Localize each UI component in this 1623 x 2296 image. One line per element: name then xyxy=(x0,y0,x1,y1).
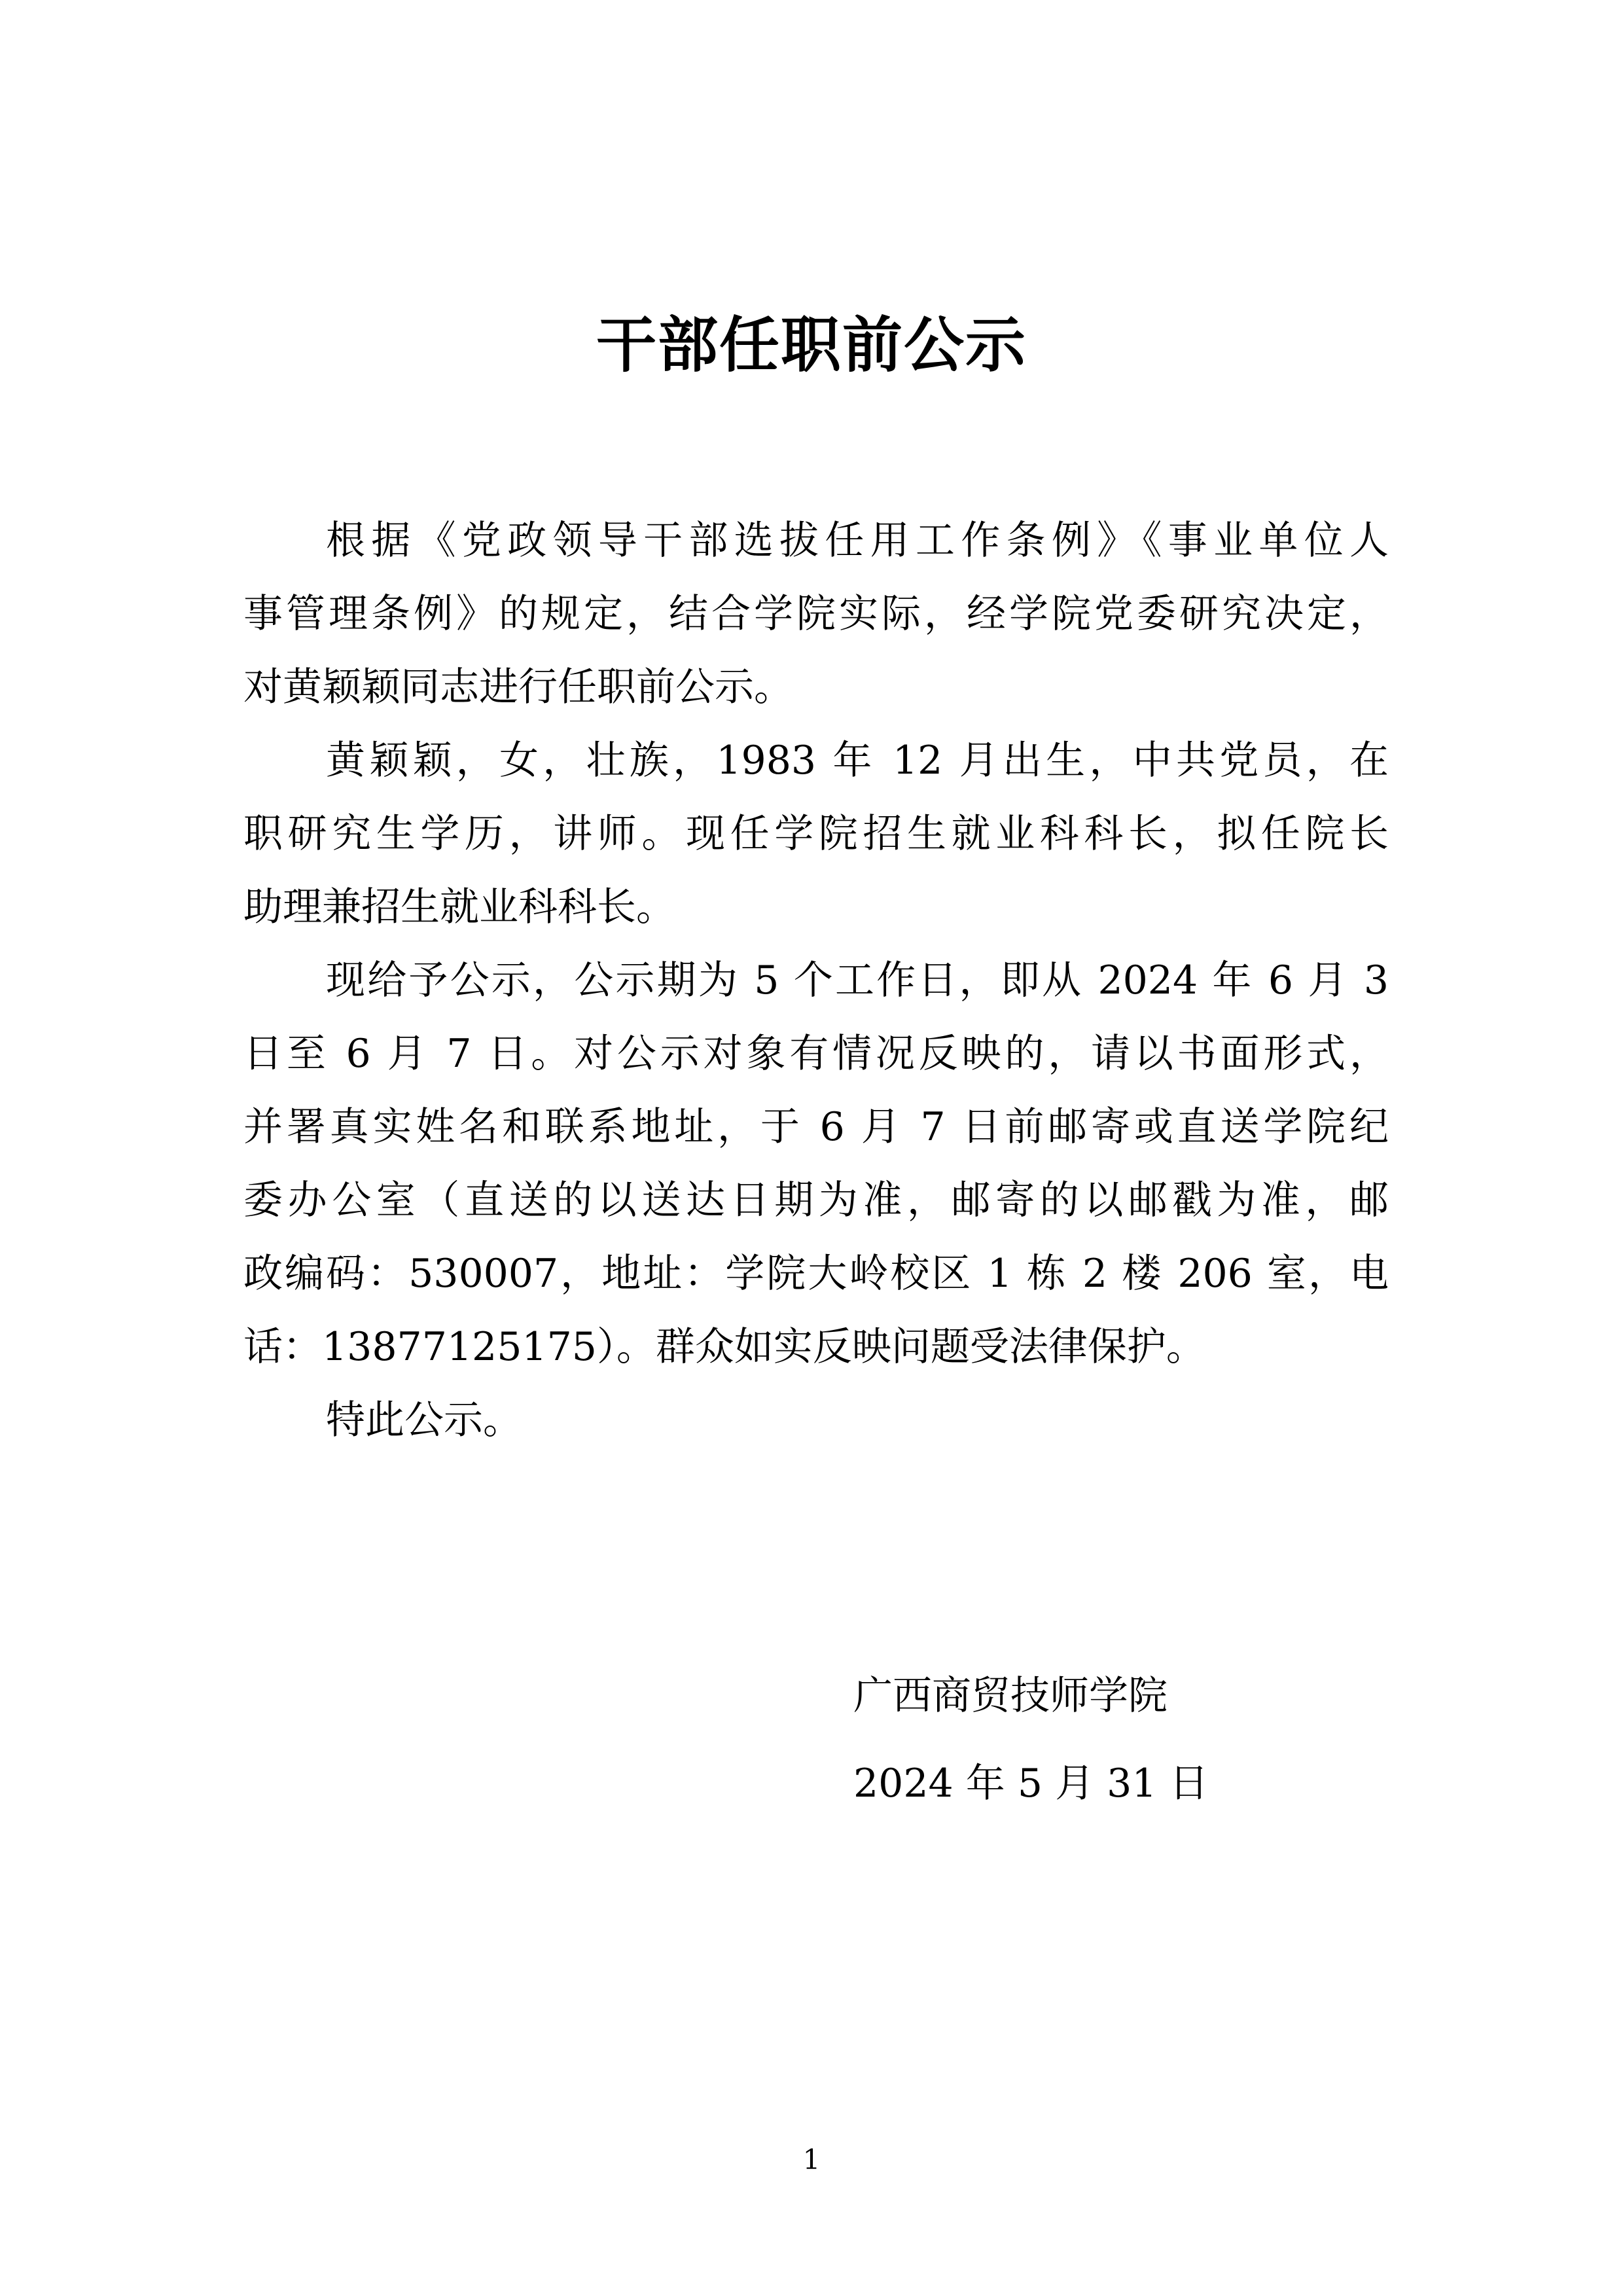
paragraph-line: 委办公室（直送的以送达日期为准，邮寄的以邮戳为准，邮 xyxy=(243,1177,1389,1223)
paragraph-line: 并署真实姓名和联系地址，于 6 月 7 日前邮寄或直送学院纪 xyxy=(243,1104,1389,1150)
paragraph-line: 话：13877125175）。群众如实反映问题受法律保护。 xyxy=(243,1324,1205,1370)
paragraph-basis xyxy=(243,504,1389,724)
paragraph-line: 现给予公示，公示期为 5 个工作日，即从 2024 年 6 月 3 xyxy=(326,958,1389,1003)
paragraph-line: 事管理条例》的规定，结合学院实际，经学院党委研究决定， xyxy=(243,591,1389,637)
document-title: 干部任职前公示 xyxy=(596,310,1027,380)
paragraph-line: 根据《党政领导干部选拔任用工作条例》《事业单位人 xyxy=(326,518,1389,564)
paragraph-line: 特此公示。 xyxy=(326,1397,522,1443)
signature-date: 2024 年 5 月 31 日 xyxy=(853,1761,1209,1806)
signature-organization: 广西商贸技师学院 xyxy=(853,1673,1168,1719)
paragraph-line: 助理兼招生就业科科长。 xyxy=(243,884,675,930)
paragraph-line: 职研究生学历，讲师。现任学院招生就业科科长，拟任院长 xyxy=(243,811,1389,857)
paragraph-publicity-period xyxy=(243,944,1389,1384)
paragraph-line: 日至 6 月 7 日。对公示对象有情况反映的，请以书面形式， xyxy=(243,1031,1389,1077)
paragraph-candidate xyxy=(243,724,1389,944)
page-number: 1 xyxy=(802,2144,821,2176)
paragraph-line: 对黄颖颖同志进行任职前公示。 xyxy=(243,664,793,710)
paragraph-line: 政编码：530007，地址：学院大岭校区 1 栋 2 楼 206 室，电 xyxy=(243,1251,1389,1297)
paragraph-closing xyxy=(243,1384,1389,1457)
paragraph-line: 黄颖颖，女，壮族，1983 年 12 月出生，中共党员，在 xyxy=(326,738,1389,783)
